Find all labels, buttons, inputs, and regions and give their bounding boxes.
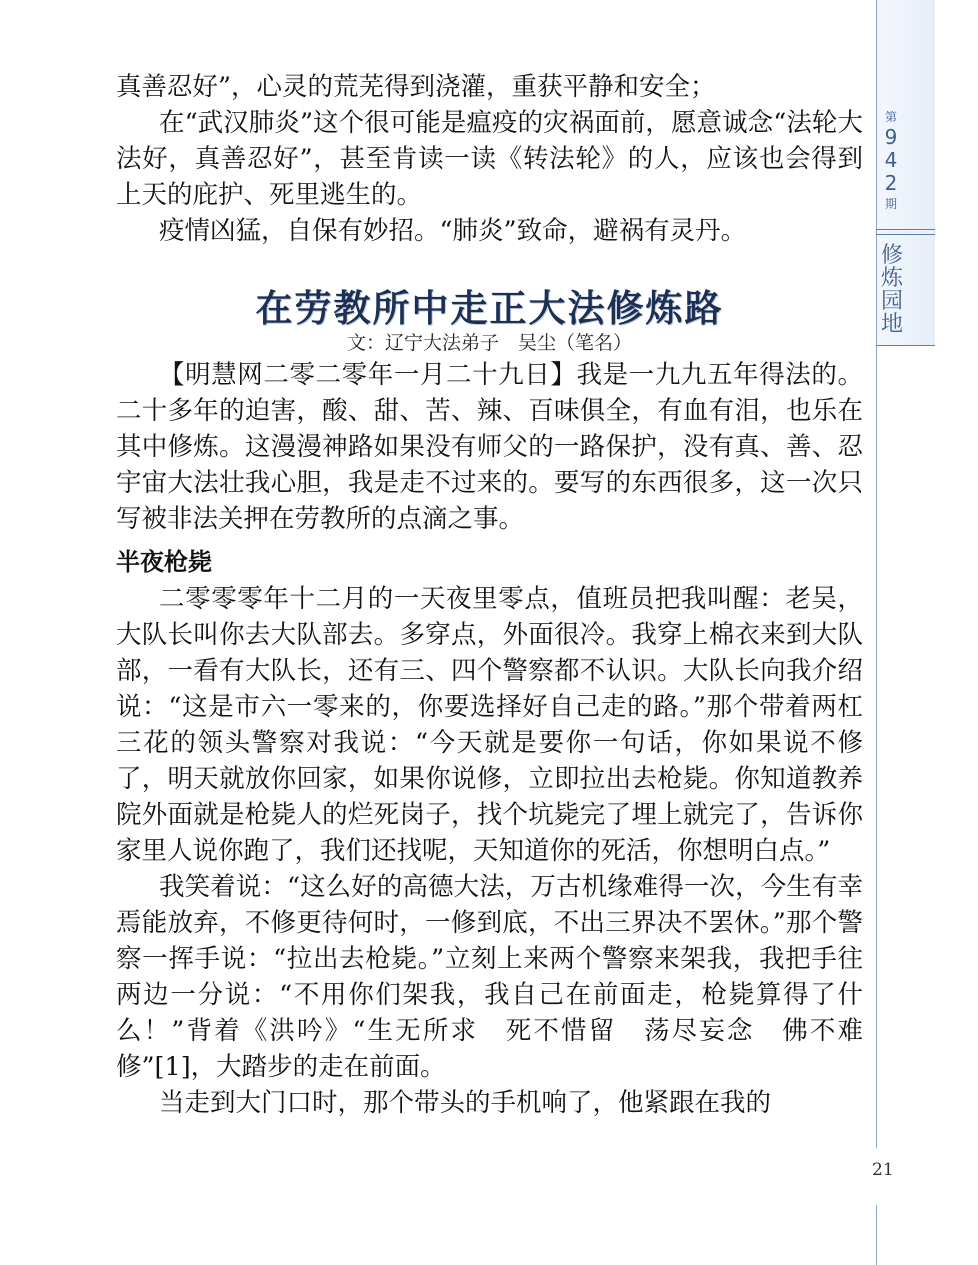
column-title-char: 炼 — [880, 266, 903, 291]
page-number: 21 — [872, 1160, 894, 1180]
column-title — [877, 244, 907, 336]
intro-paragraph: 【明慧网二零二零年一月二十九日】我是一九九五年得法的。二十多年的迫害，酸、甜、苦、辣、百味俱全，有血有泪，也乐在其中修炼。这漫漫神路如果没有师父的一路保护，没有真、善、忍宇宙大法壮我心胆，我是走不过来的。要写的东西很多，这一次只写被非法关押在劳教所的点滴之事。 — [116, 360, 863, 534]
sidebar-rule — [876, 234, 935, 235]
body-paragraph: 当走到大门口时，那个带头的手机响了，他紧跟在我的 — [159, 1088, 772, 1118]
lead-paragraph: 在“武汉肺炎”这个很可能是瘟疫的灾祸面前，愿意诚念“法轮大法好，真善忍好”，甚至肯读一读《转法轮》的人，应该也会得到上天的庇护、死里逃生的。 — [116, 108, 863, 210]
article-title: 在劳教所中走正大法修炼路 — [255, 286, 724, 330]
sidebar-rule — [876, 345, 935, 346]
column-title-char: 园 — [880, 289, 903, 314]
issue-prefix: 第 — [884, 110, 897, 124]
margin-divider-line-lower — [876, 1205, 877, 1265]
issue-number — [876, 108, 906, 213]
body-paragraph: 我笑着说：“这么好的高德大法，万古机缘难得一次，今生有幸焉能放弃，不修更待何时，一修到底，不出三界决不罢休。”那个警察一挥手说：“拉出去枪毙。”立刻上来两个警察来架我，我把手往两边一分说：“不用你们架我，我自己在前面走，枪毙算得了什么！”背着《洪吟》“生无所求 死不惜留 荡尽妄念 佛不难修”[1]，大踏步的走在前面。 — [116, 872, 863, 1082]
article-body — [116, 69, 863, 1121]
section-heading: 半夜枪毙 — [116, 548, 212, 576]
issue-digit: 4 — [884, 148, 898, 172]
article-byline: 文：辽宁大法弟子 吴尘（笔名） — [346, 332, 632, 354]
issue-digit: 2 — [884, 171, 898, 195]
lead-paragraph: 真善忍好”，心灵的荒芜得到浇灌，重获平静和安全； — [116, 72, 716, 102]
body-paragraph: 二零零零年十二月的一天夜里零点，值班员把我叫醒：老吴，大队长叫你去大队部去。多穿点，外面很冷。我穿上棉衣来到大队部，一看有大队长，还有三、四个警察都不认识。大队长向我介绍说：“这是市六一零来的，你要选择好自己走的路。”那个带着两杠三花的领头警察对我说：“今天就是要你一句话，你如果说不修了，明天就放你回家，如果你说修，立即拉出去枪毙。你知道教养院外面就是枪毙人的烂死岗子，找个坑毙完了埋上就完了，告诉你家里人说你跑了，我们还找呢，天知道你的死活，你想明白点。” — [116, 584, 863, 866]
issue-suffix: 期 — [884, 197, 897, 211]
sidebar-rule — [876, 229, 935, 230]
column-title-char: 修 — [880, 243, 903, 268]
lead-paragraph: 疫情凶猛，自保有妙招。“肺炎”致命，避祸有灵丹。 — [159, 216, 747, 246]
column-title-char: 地 — [880, 312, 903, 337]
issue-digit: 9 — [884, 125, 898, 149]
